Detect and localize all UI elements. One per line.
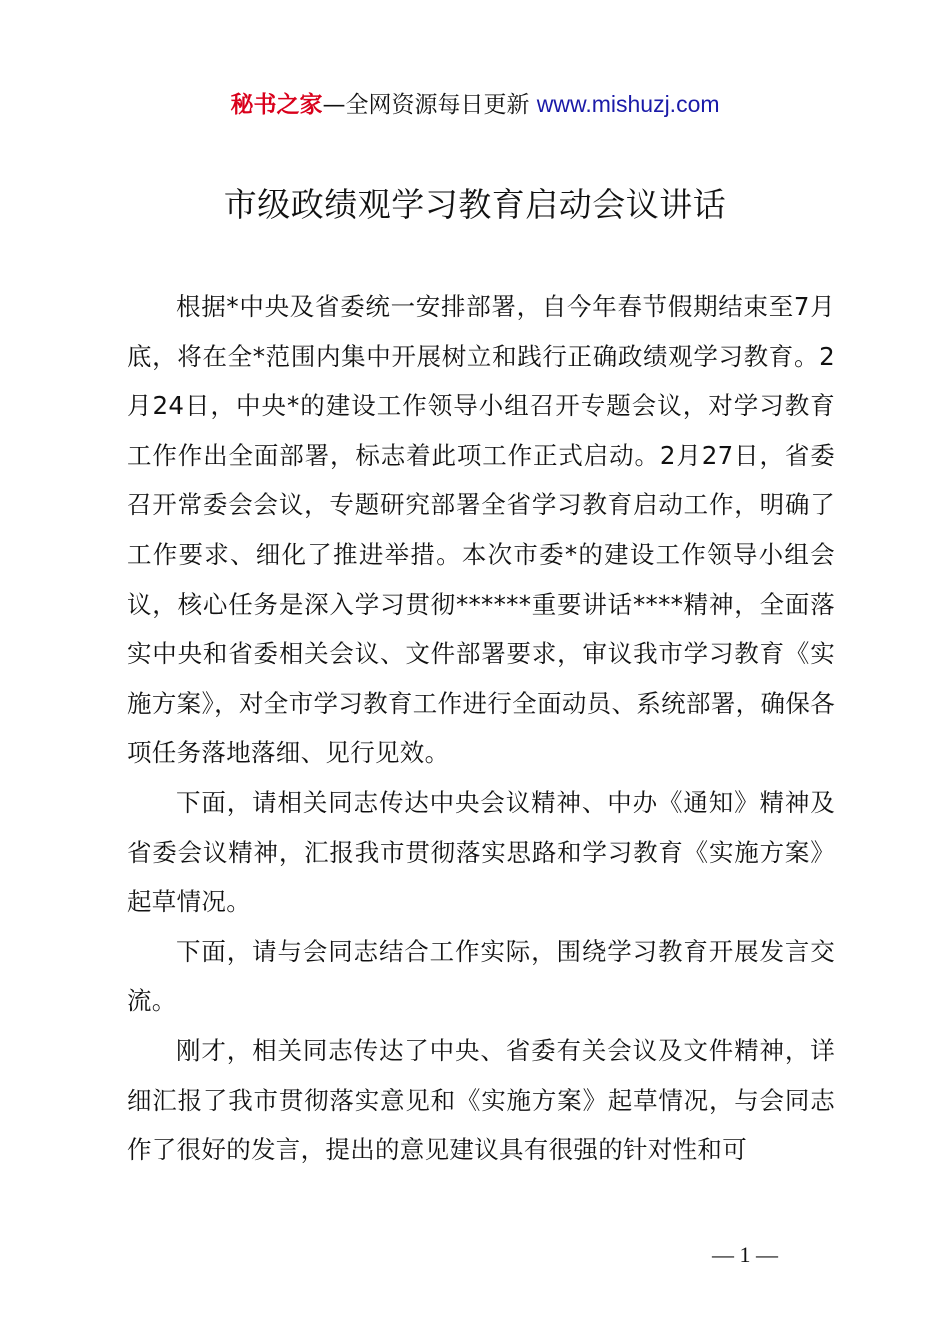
site-header xyxy=(0,86,950,123)
header-tagline: —全网资源每日更新 xyxy=(322,92,537,118)
paragraph: 根据*中央及省委统一安排部署，自今年春节假期结束至7月底，将在全*范围内集中开展树立和践行正确政绩观学习教育。2月24日，中央*的建设工作领导小组召开专题会议，对学习教育工作作出全面部署，标志着此项工作正式启动。2月27日，省委召开常委会会议，专题研究部署全省学习教育启动工作，明确了工作要求、细化了推进举措。本次市委*的建设工作领导小组会议，核心任务是深入学习贯彻******重要讲话****精神，全面落实中央和省委相关会议、文件部署要求，审议我市学习教育《实施方案》，对全市学习教育工作进行全面动员、系统部署，确保各项任务落地落细、见行见效。 xyxy=(127,292,835,768)
paragraph: 刚才，相关同志传达了中央、省委有关会议及文件精神，详细汇报了我市贯彻落实意见和《实施方案》起草情况，与会同志作了很好的发言，提出的意见建议具有很强的针对性和可 xyxy=(127,1035,835,1165)
site-url-link[interactable]: www.mishuzj.com xyxy=(536,91,720,117)
page-number: — 1 — xyxy=(712,1242,778,1267)
document-title: 市级政绩观学习教育启动会议讲话 xyxy=(223,185,727,224)
paragraph: 下面，请与会同志结合工作实际，围绕学习教育开展发言交流。 xyxy=(127,936,835,1016)
document-body xyxy=(127,282,835,1175)
paragraph: 下面，请相关同志传达中央会议精神、中办《通知》精神及省委会议精神，汇报我市贯彻落实思路和学习教育《实施方案》起草情况。 xyxy=(127,787,835,917)
brand-name: 秘书之家 xyxy=(230,92,323,118)
